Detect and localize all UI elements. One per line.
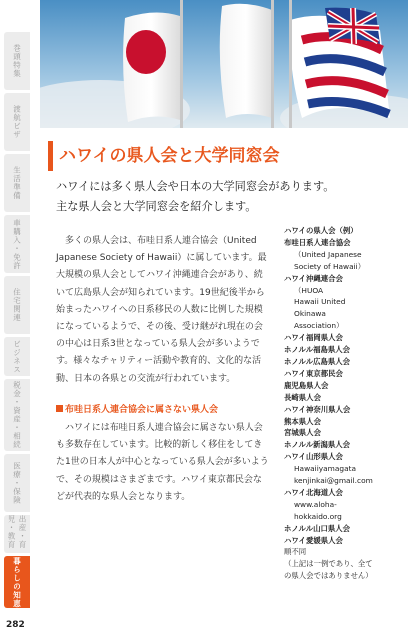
body-paragraph-2: ハワイには布哇日系人連合協会に属さない県人会も多数存在しています。比較的新しく移住をしてきた1世の日本人が中心となっている県人会が多いようで、その規模はさまざまです。ハワイ東京都民会などが代表的な県人会となります。 — [56, 423, 269, 502]
lead-line: ハワイには多く県人会や日本の大学同窓会があります。 — [56, 180, 335, 193]
lead-text — [56, 177, 401, 217]
list-item: Hawaiiyamagata — [294, 464, 357, 474]
hero-image — [40, 0, 408, 128]
list-item: 鹿児島県人会 — [284, 380, 329, 390]
list-item: ホノルル福島県人会 — [284, 345, 351, 355]
list-item: ホノルル新潟県人会 — [284, 440, 351, 450]
list-item: ハワイ愛媛県人会 — [284, 535, 343, 545]
body-paragraph-1: 多くの県人会は、布哇日系人連合協会（United Japanese Society of Hawaii）に属しています。最大規模の県人会としてハワイ沖縄連合会があり、続いて広島県人会が知られています。19世紀後半から始まったハワイへの日系移民の人数に比例した規模になっているようで、その後、受け継がれ現在の会の中心は日系3世となっている県人会が多いようです。様々なチャリティー活動や教育的、文化的な活動、日本の各県との交流が行われています。 — [56, 236, 267, 384]
lead-line: 主な県人会と大学同窓会を紹介します。 — [56, 200, 257, 213]
list-item: ホノルル山口県人会 — [284, 523, 351, 533]
tab-label: 税金・資産・相続 — [12, 381, 22, 449]
list-item: （HUOA — [294, 285, 324, 295]
list-item: www.aloha- — [294, 499, 337, 509]
tab-life-prep[interactable] — [4, 154, 30, 212]
list-item: （上記は一例であり、全て — [284, 559, 373, 569]
list-item: 長崎県人会 — [284, 392, 321, 402]
list-item: Okinawa — [294, 309, 326, 319]
page-number: 282 — [6, 620, 25, 630]
tab-label: ビジネス — [12, 339, 22, 374]
list-item: ハワイの県人会（例） — [284, 226, 358, 235]
flags-illustration — [40, 0, 408, 128]
tab-featured[interactable] — [4, 32, 30, 90]
list-item: 布哇日系人連合協会 — [284, 237, 351, 247]
square-bullet-icon — [56, 405, 63, 412]
list-item: ハワイ沖縄連合会 — [284, 273, 343, 283]
tab-label: 生活準備 — [12, 166, 22, 200]
list-item: ホノルル広島県人会 — [284, 356, 351, 366]
tab-visa[interactable] — [4, 93, 30, 151]
list-item: Society of Hawaii） — [294, 261, 366, 271]
tab-label: 医療・保険 — [12, 461, 22, 505]
list-item: 宮城県人会 — [284, 428, 321, 438]
list-item: ハワイ東京都民会 — [284, 368, 343, 378]
list-item: 順不同 — [284, 547, 307, 557]
tab-housing[interactable] — [4, 276, 30, 334]
tab-business[interactable] — [4, 337, 30, 376]
list-item: ハワイ福岡県人会 — [284, 333, 343, 343]
tab-tax-assets[interactable] — [4, 379, 30, 451]
section-subheading — [56, 402, 269, 418]
page-title: ハワイの県人会と大学同窓会 — [48, 141, 398, 171]
list-item: ハワイ山形県人会 — [284, 452, 343, 462]
list-item: kenjinkai@gmail.com — [294, 476, 373, 486]
tab-label: 住宅関連 — [12, 288, 22, 322]
list-item: （United Japanese — [294, 249, 362, 259]
list-item: の県人会ではありません） — [284, 571, 373, 581]
list-item: Hawaii United — [294, 297, 346, 307]
tab-childcare-education[interactable] — [4, 515, 30, 553]
list-item: Association） — [294, 321, 344, 331]
tab-label: 出産・育児・教育 — [7, 515, 27, 549]
tab-label: 車購入・免許 — [12, 218, 22, 270]
tab-label: 巻頭特集 — [12, 44, 22, 78]
tab-car-license[interactable] — [4, 215, 30, 273]
list-item: ハワイ北海道人会 — [284, 487, 343, 497]
list-item: 熊本県人会 — [284, 416, 321, 426]
subheading-text: 布哇日系人連合協会に属さない県人会 — [65, 405, 219, 415]
tab-living-tips[interactable] — [4, 556, 30, 608]
kenjinkai-list — [284, 225, 402, 582]
side-navigation — [0, 0, 30, 640]
list-item: ハワイ神奈川県人会 — [284, 404, 351, 414]
tab-label: 渡航ビザ — [12, 105, 22, 139]
tab-label: 暮らしの知恵 — [12, 556, 22, 608]
list-item: hokkaido.org — [294, 511, 342, 521]
tab-medical[interactable] — [4, 454, 30, 512]
